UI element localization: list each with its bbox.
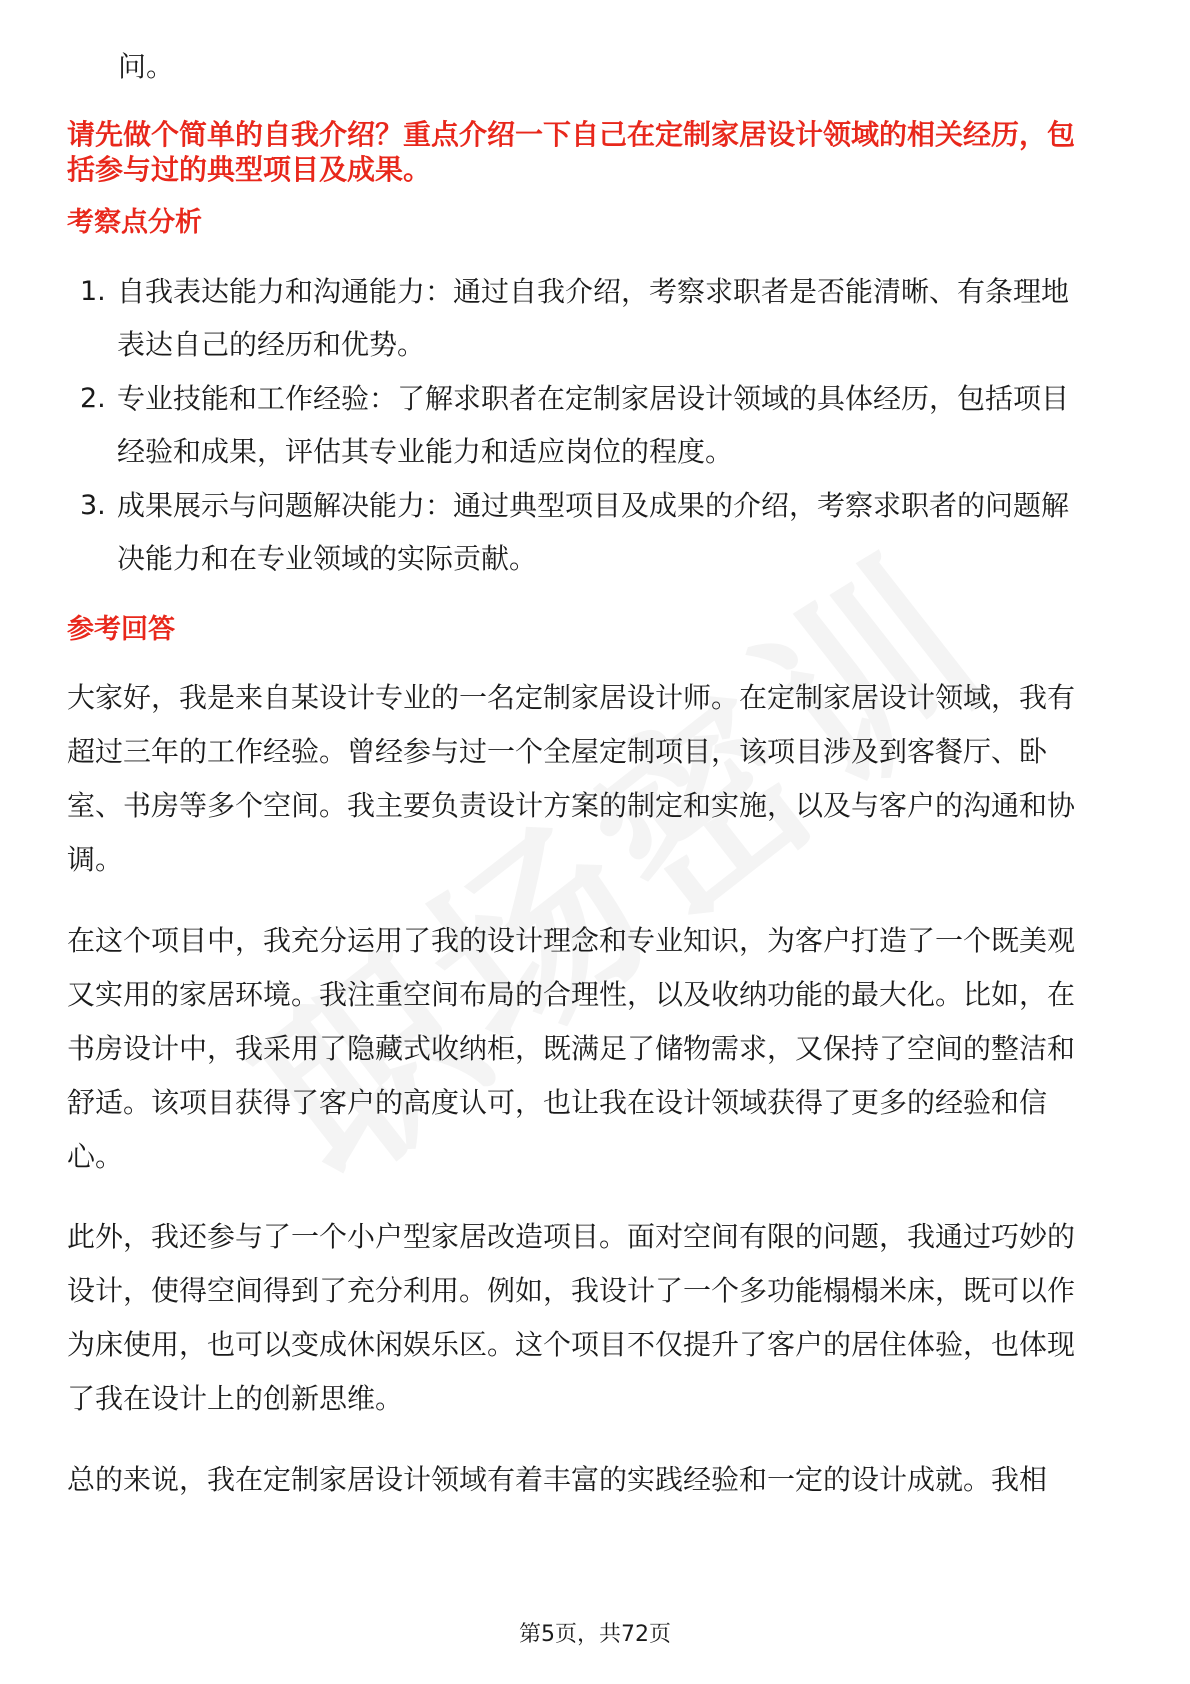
analysis-heading: 考察点分析 (67, 207, 202, 238)
answer-paragraph-line: 为床使用，也可以变成休闲娱乐区。这个项目不仅提升了客户的居住体验，也体现 (67, 1328, 1076, 1361)
answer-paragraph-line: 大家好，我是来自某设计专业的一名定制家居设计师。在定制家居设计领域，我有 (67, 681, 1076, 714)
analysis-item-number: 3. (80, 490, 106, 521)
answer-paragraph-line: 舒适。该项目获得了客户的高度认可，也让我在设计领域获得了更多的经验和信 (67, 1086, 1048, 1119)
answer-paragraph-line: 设计，使得空间得到了充分利用。例如，我设计了一个多功能榻榻米床，既可以作 (67, 1274, 1076, 1307)
answer-paragraph-line: 此外，我还参与了一个小户型家居改造项目。面对空间有限的问题，我通过巧妙的 (67, 1220, 1076, 1253)
answer-paragraph-line: 了我在设计上的创新思维。 (67, 1382, 404, 1415)
answer-paragraph-line: 又实用的家居环境。我注重空间布局的合理性，以及收纳功能的最大化。比如，在 (67, 978, 1076, 1011)
analysis-item-text: 成果展示与问题解决能力：通过典型项目及成果的介绍，考察求职者的问题解 (117, 489, 1070, 522)
answer-paragraph-line: 书房设计中，我采用了隐藏式收纳柜，既满足了储物需求，又保持了空间的整洁和 (67, 1032, 1076, 1065)
analysis-item-text: 表达自己的经历和优势。 (117, 328, 426, 361)
question-line-1: 请先做个简单的自我介绍？重点介绍一下自己在定制家居设计领域的相关经历，包 (67, 118, 1076, 151)
analysis-item-text: 专业技能和工作经验：了解求职者在定制家居设计领域的具体经历，包括项目 (117, 382, 1070, 415)
analysis-item-text: 决能力和在专业领域的实际贡献。 (117, 542, 538, 575)
analysis-item-number: 1. (80, 276, 106, 307)
answer-heading: 参考回答 (67, 614, 175, 645)
answer-paragraph-line: 总的来说，我在定制家居设计领域有着丰富的实践经验和一定的设计成就。我相 (67, 1463, 1048, 1496)
analysis-item-text: 经验和成果，评估其专业能力和适应岗位的程度。 (117, 435, 734, 468)
answer-paragraph-line: 心。 (67, 1140, 124, 1173)
analysis-item-text: 自我表达能力和沟通能力：通过自我介绍，考察求职者是否能清晰、有条理地 (117, 275, 1070, 308)
answer-paragraph-line: 室、书房等多个空间。我主要负责设计方案的制定和实施，以及与客户的沟通和协 (67, 789, 1076, 822)
continued-text: 问。 (118, 50, 175, 83)
answer-paragraph-line: 超过三年的工作经验。曾经参与过一个全屋定制项目，该项目涉及到客餐厅、卧 (67, 735, 1048, 768)
analysis-item-number: 2. (80, 383, 106, 414)
question-line-2: 括参与过的典型项目及成果。 (67, 153, 432, 186)
page-footer: 第5页，共72页 (519, 1622, 671, 1647)
answer-paragraph-line: 在这个项目中，我充分运用了我的设计理念和专业知识，为客户打造了一个既美观 (67, 924, 1076, 957)
answer-paragraph-line: 调。 (67, 843, 124, 876)
